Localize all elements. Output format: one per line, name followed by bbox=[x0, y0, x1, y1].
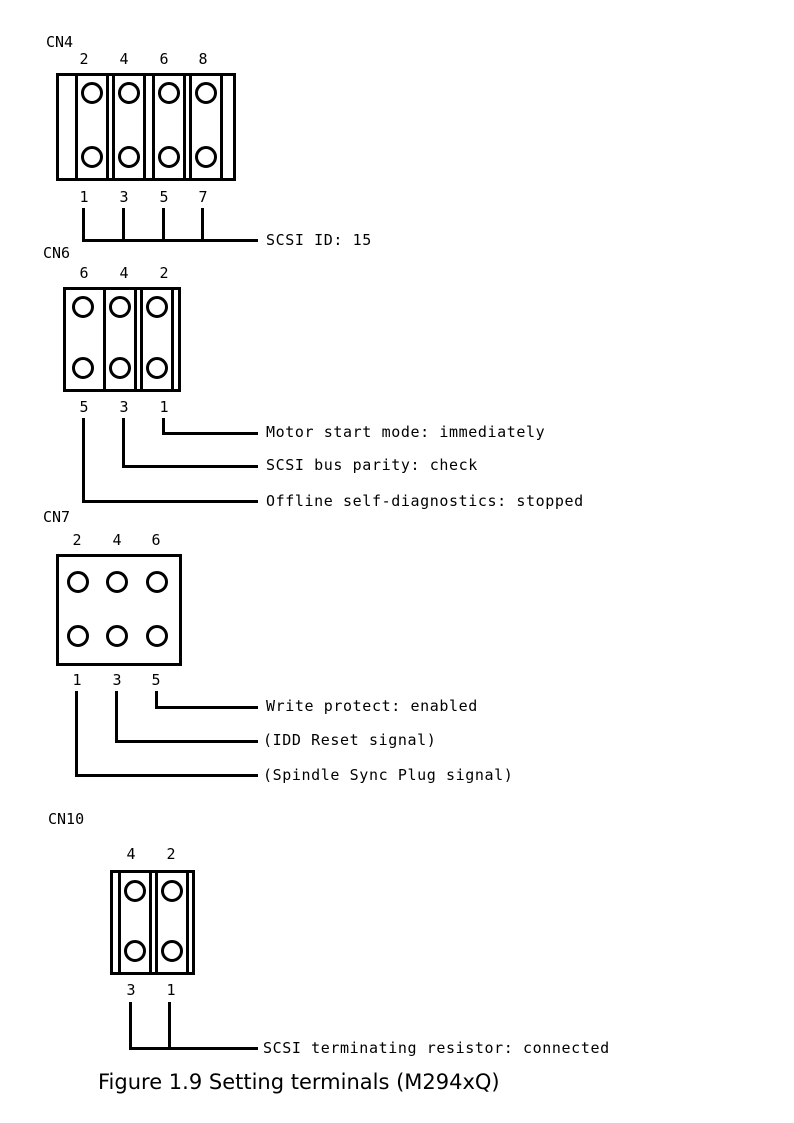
pin-number-cn4-top-3: 6 bbox=[159, 50, 169, 68]
pin-number-cn7-top-1: 2 bbox=[72, 531, 82, 549]
leader-line-cn10-1 bbox=[168, 1002, 171, 1050]
pin-cn7-3[interactable] bbox=[106, 625, 128, 647]
leader-line-cn10-3 bbox=[129, 1002, 132, 1050]
pin-cn4-4[interactable] bbox=[118, 82, 140, 104]
leader-line-cn6-5-horizontal bbox=[82, 500, 258, 503]
setting-label-motor-start-mode: Motor start mode: immediately bbox=[266, 423, 546, 441]
pin-cn6-3[interactable] bbox=[109, 357, 131, 379]
connector-label-cn7: CN7 bbox=[43, 508, 71, 526]
pin-number-cn10-bottom-1: 3 bbox=[126, 981, 136, 999]
setting-label-scsi-bus-parity: SCSI bus parity: check bbox=[266, 456, 478, 474]
pin-number-cn7-bottom-2: 3 bbox=[112, 671, 122, 689]
pin-cn6-1[interactable] bbox=[146, 357, 168, 379]
pin-cn10-3[interactable] bbox=[124, 940, 146, 962]
pin-cn4-1[interactable] bbox=[81, 146, 103, 168]
pin-number-cn10-top-1: 4 bbox=[126, 845, 136, 863]
pin-number-cn7-bottom-1: 1 bbox=[72, 671, 82, 689]
pin-number-cn4-bottom-1: 1 bbox=[79, 188, 89, 206]
pin-cn4-3[interactable] bbox=[118, 146, 140, 168]
pin-number-cn4-top-1: 2 bbox=[79, 50, 89, 68]
leader-line-cn4-3 bbox=[122, 208, 125, 241]
leader-line-cn6-3 bbox=[122, 418, 125, 468]
setting-label-spindle-sync-plug-signal: (Spindle Sync Plug signal) bbox=[263, 766, 514, 784]
leader-line-cn7-1 bbox=[75, 691, 78, 777]
setting-label-write-protect: Write protect: enabled bbox=[266, 697, 478, 715]
leader-line-cn4-5 bbox=[162, 208, 165, 241]
pin-cn7-2[interactable] bbox=[67, 571, 89, 593]
pin-cn4-7[interactable] bbox=[195, 146, 217, 168]
leader-line-cn6-3-horizontal bbox=[122, 465, 258, 468]
leader-line-cn6-1-horizontal bbox=[162, 432, 258, 435]
pin-cn4-5[interactable] bbox=[158, 146, 180, 168]
pin-cn7-6[interactable] bbox=[146, 571, 168, 593]
pin-cn6-4[interactable] bbox=[109, 296, 131, 318]
setting-label-offline-self-diagnostics: Offline self-diagnostics: stopped bbox=[266, 492, 584, 510]
setting-label-scsi-terminating-resistor: SCSI terminating resistor: connected bbox=[263, 1039, 610, 1057]
pin-cn7-5[interactable] bbox=[146, 625, 168, 647]
pin-number-cn4-bottom-4: 7 bbox=[198, 188, 208, 206]
pin-number-cn6-top-2: 4 bbox=[119, 264, 129, 282]
leader-line-cn4-7 bbox=[201, 208, 204, 241]
pin-number-cn4-bottom-3: 5 bbox=[159, 188, 169, 206]
pin-cn6-6[interactable] bbox=[72, 296, 94, 318]
connector-body-cn7 bbox=[56, 554, 182, 666]
figure-caption: Figure 1.9 Setting terminals (M294xQ) bbox=[98, 1070, 500, 1094]
pin-number-cn10-top-2: 2 bbox=[166, 845, 176, 863]
pin-cn7-4[interactable] bbox=[106, 571, 128, 593]
pin-number-cn7-bottom-3: 5 bbox=[151, 671, 161, 689]
pin-number-cn6-top-1: 6 bbox=[79, 264, 89, 282]
pin-cn6-5[interactable] bbox=[72, 357, 94, 379]
connector-body-cn6 bbox=[63, 287, 181, 392]
pin-number-cn10-bottom-2: 1 bbox=[166, 981, 176, 999]
setting-label-scsi-id: SCSI ID: 15 bbox=[266, 231, 372, 249]
pin-number-cn6-top-3: 2 bbox=[159, 264, 169, 282]
pin-number-cn7-top-3: 6 bbox=[151, 531, 161, 549]
pin-cn10-2[interactable] bbox=[161, 880, 183, 902]
leader-line-cn6-5 bbox=[82, 418, 85, 503]
leader-line-cn4-horizontal bbox=[82, 239, 258, 242]
connector-body-cn4 bbox=[56, 73, 236, 181]
pin-number-cn6-bottom-2: 3 bbox=[119, 398, 129, 416]
pin-number-cn6-bottom-3: 1 bbox=[159, 398, 169, 416]
leader-line-cn4-1 bbox=[82, 208, 85, 241]
pin-cn10-4[interactable] bbox=[124, 880, 146, 902]
connector-label-cn10: CN10 bbox=[48, 810, 85, 828]
pin-cn7-1[interactable] bbox=[67, 625, 89, 647]
pin-number-cn4-bottom-2: 3 bbox=[119, 188, 129, 206]
pin-cn10-1[interactable] bbox=[161, 940, 183, 962]
pin-cn4-2[interactable] bbox=[81, 82, 103, 104]
pin-number-cn4-top-4: 8 bbox=[198, 50, 208, 68]
leader-line-cn7-3 bbox=[115, 691, 118, 743]
leader-line-cn7-1-horizontal bbox=[75, 774, 258, 777]
pin-cn4-6[interactable] bbox=[158, 82, 180, 104]
connector-body-cn10 bbox=[110, 870, 195, 975]
pin-cn6-2[interactable] bbox=[146, 296, 168, 318]
leader-line-cn7-3-horizontal bbox=[115, 740, 258, 743]
pin-cn4-8[interactable] bbox=[195, 82, 217, 104]
leader-line-cn10-horizontal bbox=[129, 1047, 258, 1050]
pin-number-cn4-top-2: 4 bbox=[119, 50, 129, 68]
setting-label-idd-reset-signal: (IDD Reset signal) bbox=[263, 731, 437, 749]
connector-label-cn6: CN6 bbox=[43, 244, 71, 262]
pin-number-cn7-top-2: 4 bbox=[112, 531, 122, 549]
connector-label-cn4: CN4 bbox=[46, 33, 74, 51]
leader-line-cn7-5-horizontal bbox=[155, 706, 258, 709]
pin-number-cn6-bottom-1: 5 bbox=[79, 398, 89, 416]
